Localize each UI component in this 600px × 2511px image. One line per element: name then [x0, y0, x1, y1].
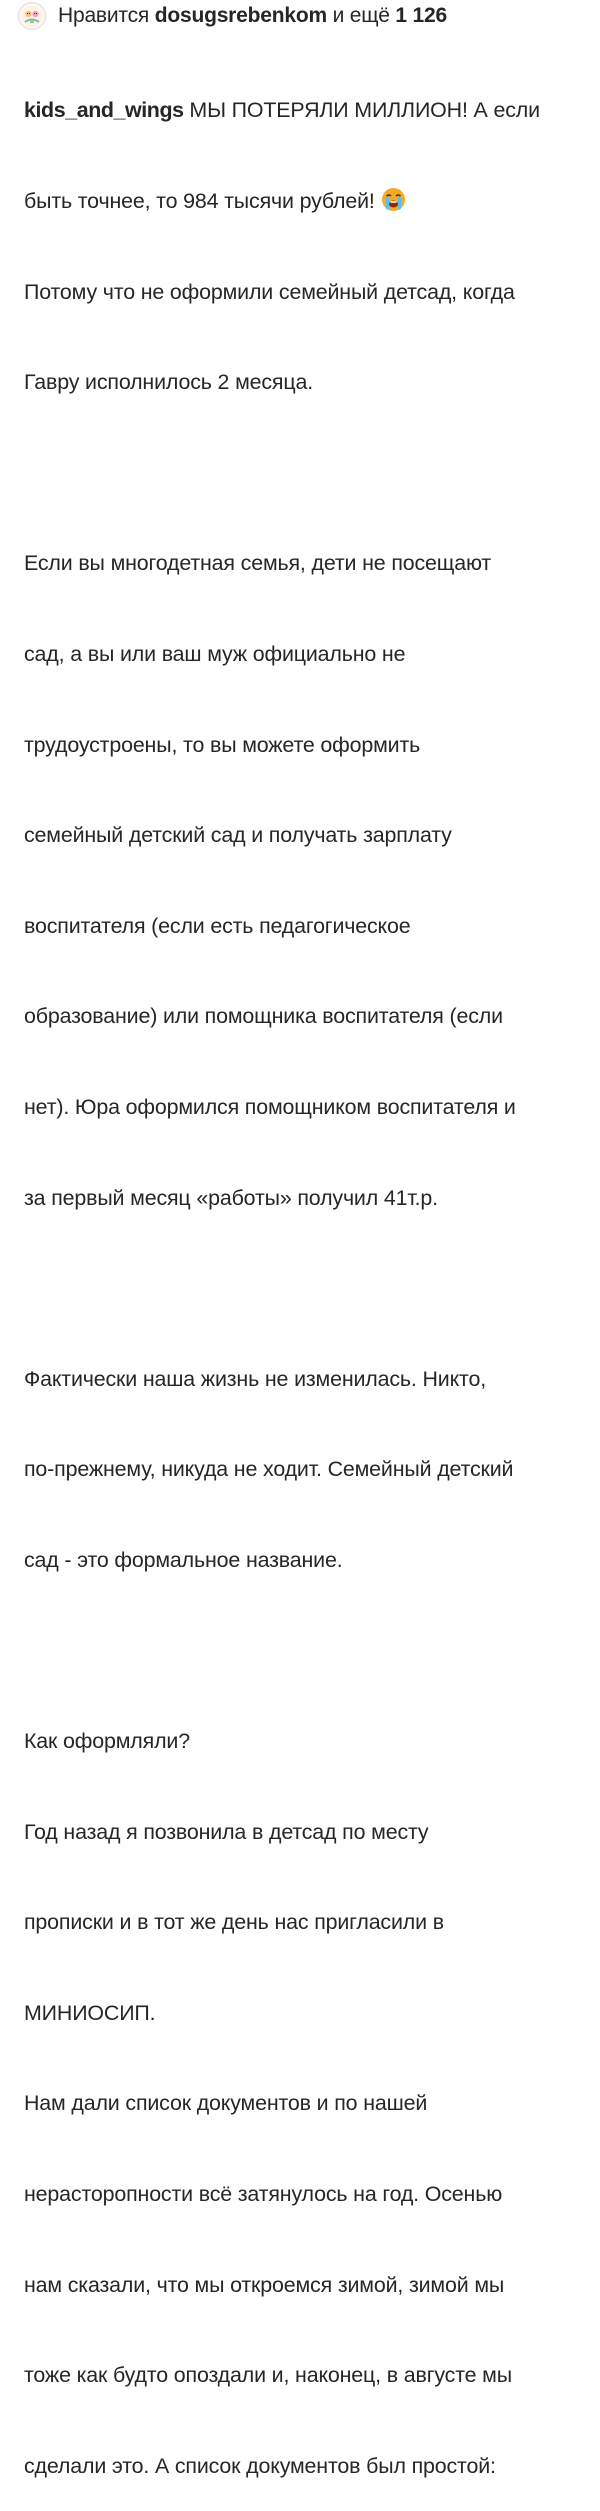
- caption-line: быть точнее, то 984 тысячи рублей!: [24, 186, 594, 216]
- caption-line: сад, а вы или ваш муж официально не: [24, 641, 406, 666]
- caption-line: по-прежнему, никуда не ходит. Семейный детский: [24, 1457, 514, 1482]
- caption-line: Фактически наша жизнь не изменилась. Никто,: [24, 1366, 486, 1391]
- caption-line: kids_and_wings МЫ ПОТЕРЯЛИ МИЛЛИОН! А если: [24, 98, 540, 123]
- caption-line: сделали это. А список документов был простой:: [24, 2453, 496, 2478]
- caption-line: трудоустроены, то вы можете оформить: [24, 732, 421, 757]
- likes-middle: и ещё: [326, 4, 396, 27]
- caption-line: нет). Юра оформился помощником воспитателя и: [24, 1094, 516, 1119]
- caption-line: Потому что не оформили семейный детсад, когда: [24, 279, 515, 304]
- crying-face-emoji-icon: [381, 187, 406, 212]
- liker-username[interactable]: dosugsrebenkom: [154, 4, 327, 27]
- likes-summary[interactable]: [18, 0, 447, 32]
- caption-line: нерасторопности всё затянулось на год. Осенью: [24, 2182, 503, 2207]
- caption-line: семейный детский сад и получать зарплату: [24, 823, 452, 848]
- caption-line: нам сказали, что мы откроемся зимой, зимой мы: [24, 2272, 505, 2297]
- caption-blank-line: [24, 1273, 594, 1303]
- caption-line: образование) или помощника воспитателя (если: [24, 1004, 503, 1029]
- caption-blank-line: [24, 458, 594, 488]
- caption-line: тоже как будто опоздали и, наконец, в августе мы: [24, 2363, 512, 2388]
- caption-line: сад - это формальное название.: [24, 1547, 343, 1572]
- author-username[interactable]: kids_and_wings: [24, 98, 184, 123]
- caption-line: Если вы многодетная семья, дети не посещают: [24, 551, 492, 576]
- liker-avatar[interactable]: [18, 2, 46, 30]
- caption-line: МИНИОСИП.: [24, 2000, 156, 2025]
- likes-text: [58, 4, 447, 28]
- caption-line: за первый месяц «работы» получил 41т.р.: [24, 1185, 438, 1210]
- likes-prefix: Нравится: [58, 4, 155, 27]
- post-caption: [24, 35, 594, 2511]
- caption-line: Нам дали список документов и по нашей: [24, 2091, 428, 2116]
- caption-blank-line: [24, 1636, 594, 1666]
- caption-line: прописки и в тот же день нас пригласили в: [24, 1910, 444, 1935]
- likes-count[interactable]: 1 126: [395, 4, 447, 27]
- caption-line: Год назад я позвонила в детсад по месту: [24, 1819, 429, 1844]
- caption-line: Гавру исполнилось 2 месяца.: [24, 370, 313, 395]
- kids-cartoon-icon: [21, 5, 43, 27]
- caption-line: Как оформляли?: [24, 1729, 190, 1754]
- caption-line: воспитателя (если есть педагогическое: [24, 913, 411, 938]
